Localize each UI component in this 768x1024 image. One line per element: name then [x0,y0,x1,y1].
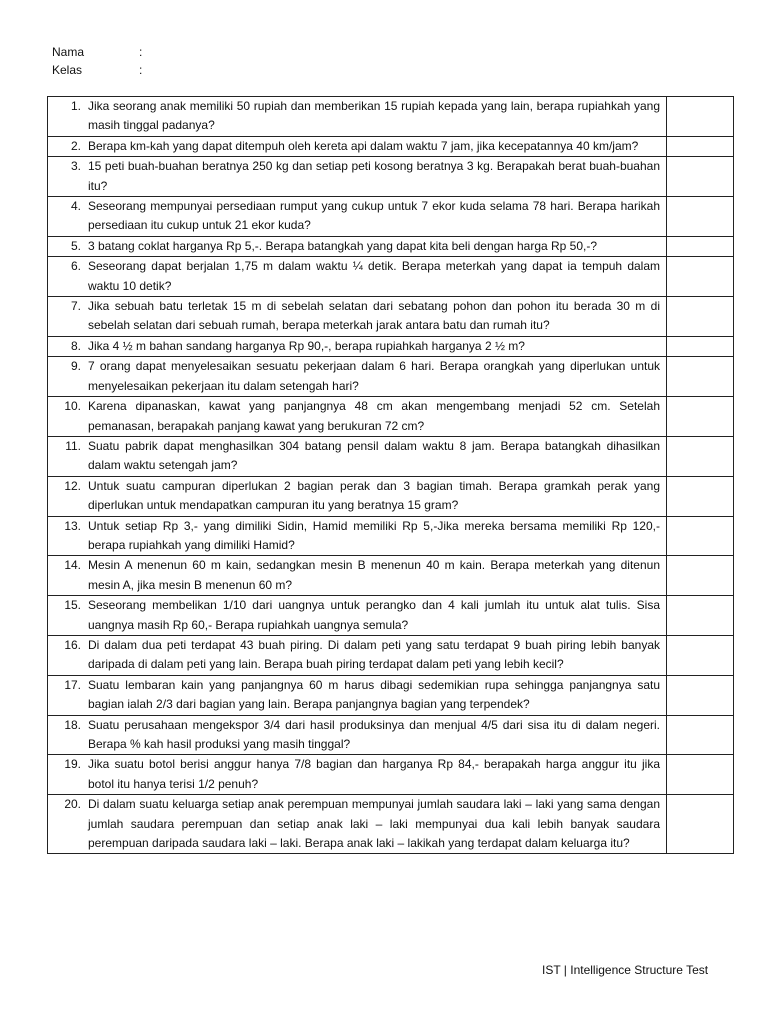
answer-cell[interactable] [667,397,734,437]
question-row [48,476,734,516]
question-number: 4. [70,199,81,214]
question-cell [48,136,667,156]
class-label: Kelas [52,63,83,77]
question-text: 3 batang coklat harganya Rp 5,-. Berapa batangkah yang dapat kita beli dengan harga Rp 50,-? [88,238,598,253]
question-text: Suatu lembaran kain yang panjangnya 60 m harus dibagi sedemikian rupa sehingga panjangnya satu bagian ialah 2/3 dari bagian yang lain. Berapa panjangnya bagian yang terpendek? [88,677,660,712]
question-number: 12. [64,478,81,493]
question-cell [48,397,667,437]
question-content [48,676,666,715]
question-row [48,596,734,636]
question-row [48,97,734,137]
class-colon: : [139,63,143,77]
answer-cell[interactable] [667,357,734,397]
question-row [48,157,734,197]
question-text: Untuk suatu campuran diperlukan 2 bagian perak dan 3 bagian timah. Berapa gramkah perak yang diperlukan untuk mendapatkan campuran itu yang beratnya 15 gram? [88,478,660,513]
question-number: 10. [64,399,81,414]
question-number: 2. [70,138,81,153]
question-cell [48,197,667,237]
question-text: Seseorang dapat berjalan 1,75 m dalam waktu ¼ detik. Berapa meterkah yang dapat ia tempuh dalam waktu 10 detik? [88,259,660,293]
question-cell [48,157,667,197]
question-content [48,556,666,595]
question-text: Seseorang membelikan 1/10 dari uangnya untuk perangko dan 4 kali jumlah itu untuk alat tulis. Sisa uangnya masih Rp 60,- Berapa rupiahkah uangnya semula? [88,598,660,632]
answer-cell[interactable] [667,755,734,795]
answer-cell[interactable] [667,675,734,715]
question-number: 1. [70,99,81,113]
name-field[interactable] [52,43,149,61]
question-text: Di dalam dua peti terdapat 43 buah piring. Di dalam peti yang satu terdapat 9 buah piring lebih banyak daripada di dalam peti yang lain. Berapa buah piring terdapat dalam peti yang lebih kecil? [88,637,660,672]
question-cell [48,516,667,556]
question-row [48,556,734,596]
question-row [48,136,734,156]
answer-cell[interactable] [667,197,734,237]
question-cell [48,357,667,397]
class-field[interactable] [52,61,149,79]
question-cell [48,675,667,715]
answer-cell[interactable] [667,436,734,476]
answer-cell[interactable] [667,297,734,337]
question-cell [48,596,667,636]
question-row [48,236,734,256]
question-content [48,477,666,516]
question-number: 3. [70,159,81,174]
question-text: Suatu perusahaan mengekspor 3/4 dari hasil produksinya dan menjual 4/5 dari sisa itu di dalam negeri. Berapa % kah hasil produksi yang masih tinggal? [88,717,660,751]
question-row [48,755,734,795]
question-content [48,357,666,396]
answer-cell[interactable] [667,336,734,356]
question-text: Seseorang mempunyai persediaan rumput yang cukup untuk 7 ekor kuda selama 78 hari. Berapa harikah persediaan itu cukup untuk 21 ekor kuda? [88,199,660,233]
question-number: 6. [70,259,81,274]
question-text: Di dalam suatu keluarga setiap anak perempuan mempunyai jumlah saudara laki – laki yang sama dengan jumlah saudara perempuan dan setiap anak laki – laki mempunyai dua kali lebih banyak saudara perempuan daripada saudara laki – laki. Berapa anak laki – lakikah yang terdapat dalam keluarga itu? [88,797,660,851]
question-cell [48,755,667,795]
question-cell [48,97,667,137]
question-content [48,716,666,755]
question-row [48,297,734,337]
question-content [48,636,666,675]
question-content [48,137,666,156]
question-text: 7 orang dapat menyelesaikan sesuatu pekerjaan dalam 6 hari. Berapa orangkah yang diperlukan untuk menyelesaikan pekerjaan itu dalam setengah hari? [88,359,660,393]
answer-cell[interactable] [667,516,734,556]
answer-cell[interactable] [667,596,734,636]
name-colon: : [139,45,143,59]
question-row [48,357,734,397]
question-number: 8. [70,338,81,353]
questions-body [48,97,734,854]
question-content [48,297,666,336]
answer-cell[interactable] [667,476,734,516]
question-number: 9. [70,359,81,374]
question-cell [48,297,667,337]
answer-cell[interactable] [667,635,734,675]
question-cell [48,236,667,256]
questions-table [47,96,734,854]
answer-cell[interactable] [667,157,734,197]
question-content [48,257,666,296]
question-text: 15 peti buah-buahan beratnya 250 kg dan setiap peti kosong beratnya 3 kg. Berapakah berat buah-buahan itu? [88,159,660,193]
question-number: 19. [64,757,81,772]
question-row [48,516,734,556]
question-cell [48,795,667,854]
question-content [48,755,666,794]
question-content [48,157,666,196]
question-text: Jika sebuah batu terletak 15 m di sebelah selatan dari sebatang pohon dan pohon itu berada 30 m di sebelah selatan dari sebuah rumah, berapa meterkah jarak antara batu dan rumah itu? [88,299,660,333]
question-number: 7. [70,299,81,314]
question-row [48,336,734,356]
question-number: 14. [64,558,81,573]
question-number: 11. [65,438,81,453]
question-row [48,257,734,297]
name-label: Nama [52,45,85,59]
question-row [48,436,734,476]
question-content [48,596,666,635]
question-content [48,337,666,356]
answer-cell[interactable] [667,236,734,256]
student-info-header [52,43,149,79]
question-row [48,795,734,854]
answer-cell[interactable] [667,97,734,137]
question-text: Berapa km-kah yang dapat ditempuh oleh kereta api dalam waktu 7 jam, jika kecepatannya 40 km/jam? [88,138,639,153]
answer-cell[interactable] [667,715,734,755]
question-number: 13. [64,518,81,533]
answer-cell[interactable] [667,136,734,156]
question-content [48,795,666,853]
question-text: Jika seorang anak memiliki 50 rupiah dan memberikan 15 rupiah kepada yang lain, berapa rupiahkah yang masih tinggal padanya? [88,99,660,133]
question-cell [48,257,667,297]
question-row [48,197,734,237]
question-cell [48,336,667,356]
question-row [48,715,734,755]
question-text: Karena dipanaskan, kawat yang panjangnya 48 cm akan mengembang menjadi 52 cm. Setelah pemanasan, berapakah panjang kawat yang berukuran 72 cm? [88,399,660,433]
question-cell [48,715,667,755]
question-content [48,437,666,476]
question-row [48,635,734,675]
question-content [48,197,666,236]
question-text: Jika suatu botol berisi anggur hanya 7/8 bagian dan harganya Rp 84,- berapakah harga anggur itu jika botol itu hanya terisi 1/2 penuh? [88,757,660,791]
footer-title: IST | Intelligence Structure Test [542,963,709,977]
question-content [48,397,666,436]
question-content [48,97,666,136]
question-cell [48,436,667,476]
question-text: Jika 4 ½ m bahan sandang harganya Rp 90,-, berapa rupiahkah harganya 2 ½ m? [88,338,525,353]
question-text: Suatu pabrik dapat menghasilkan 304 batang pensil dalam waktu 8 jam. Berapa batangkah dihasilkan dalam waktu setengah jam? [88,438,660,473]
question-number: 5. [70,238,81,253]
answer-cell[interactable] [667,257,734,297]
answer-cell[interactable] [667,556,734,596]
question-number: 15. [64,598,81,613]
question-content [48,237,666,256]
question-cell [48,635,667,675]
question-number: 16. [64,637,81,652]
question-text: Mesin A menenun 60 m kain, sedangkan mesin B menenun 40 m kain. Berapa meterkah yang ditenun mesin A, jika mesin B menenun 60 m? [88,558,660,592]
question-cell [48,556,667,596]
question-row [48,675,734,715]
question-cell [48,476,667,516]
question-number: 20. [64,797,81,812]
question-content [48,517,666,556]
question-text: Untuk setiap Rp 3,- yang dimiliki Sidin, Hamid memiliki Rp 5,-Jika mereka bersama memiliki Rp 120,- berapa rupiahkah yang dimiliki Hamid? [88,518,660,552]
question-number: 18. [64,717,81,732]
question-number: 17. [64,677,81,692]
question-row [48,397,734,437]
answer-cell[interactable] [667,795,734,854]
